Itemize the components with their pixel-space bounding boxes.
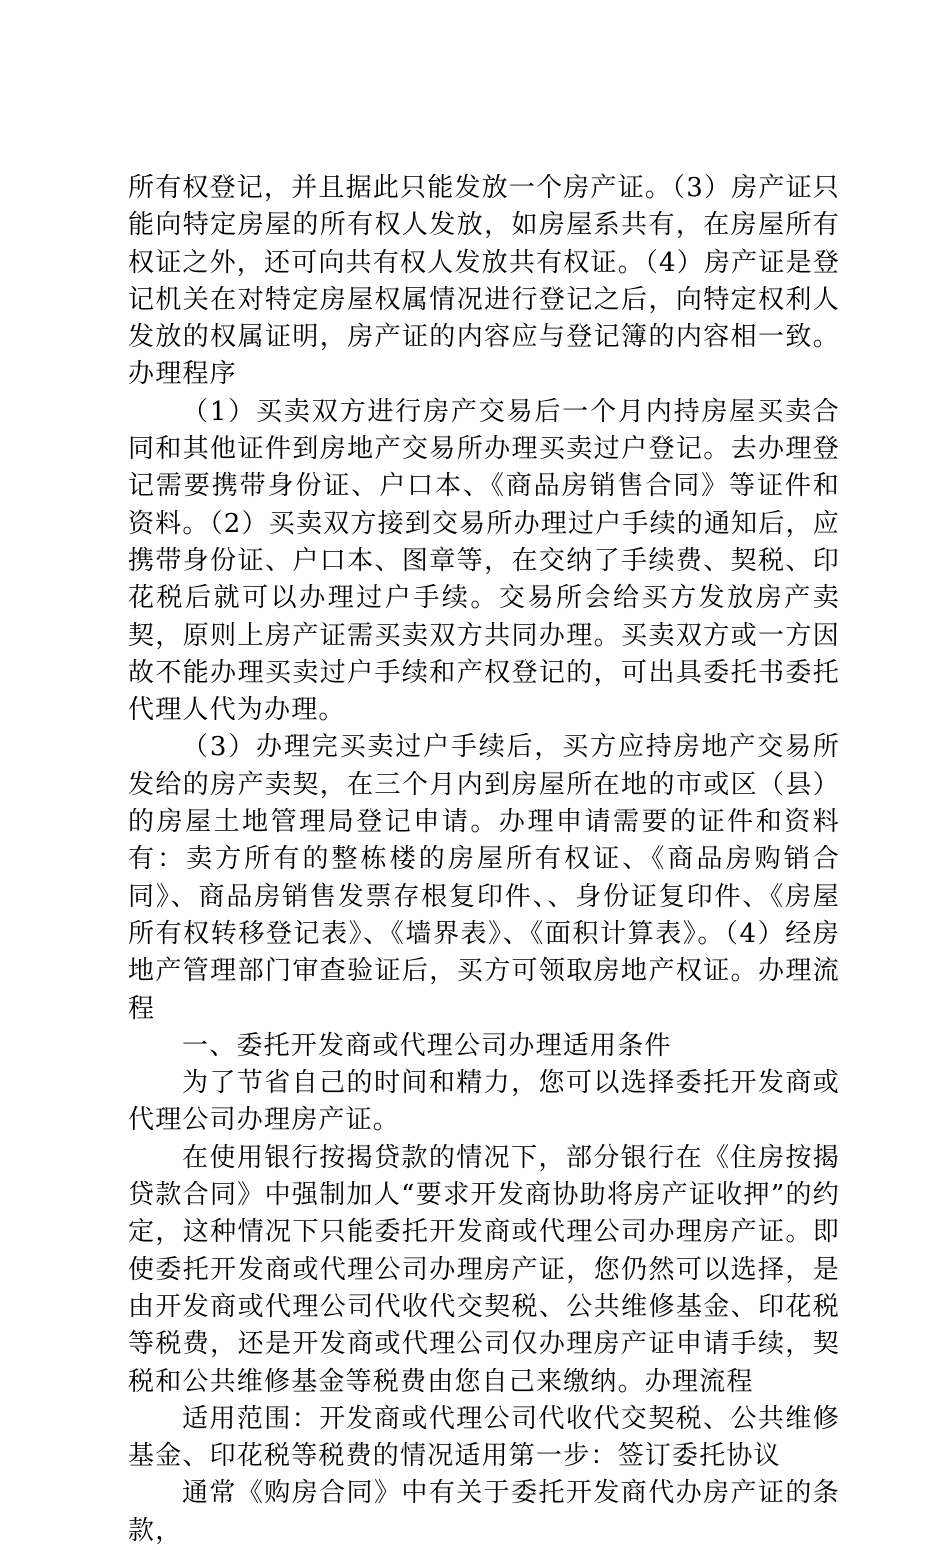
paragraph-mortgage-loan: 在使用银行按揭贷款的情况下，部分银行在《住房按揭贷款合同》中强制加人“要求开发商协助将房产证收押”的约定，这种情况下只能委托开发商或代理公司办理房产证。即使委托开发商或代理公司办理房产证，您仍然可以选择，是由开发商或代理公司代收代交契税、公共维修基金、印花税等税费，还是开发商或代理公司仅办理房产证申请手续，契税和公共维修基金等税费由您自己来缴纳。办理流程: [128, 1142, 840, 1397]
paragraph-step-3-4: （3）办理完买卖过户手续后，买方应持房地产交易所发给的房产卖契，在三个月内到房屋所在地的市或区（县）的房屋土地管理局登记申请。办理申请需要的证件和资料有：卖方所有的整栋楼的房屋所有权证、《商品房购销合同》、商品房销售发票存根复印件、、身份证复印件、《房屋所有权转移登记表》、《墙界表》、《面积计算表》。（4）经房地产管理部门审查验证后，买方可领取房地产权证。办理流程: [128, 732, 840, 1024]
paragraph-purchase-contract: 通常《购房合同》中有关于委托开发商代办房产证的条款，: [128, 1478, 840, 1546]
paragraph-ownership-registration: 所有权登记，并且据此只能发放一个房产证。（3）房产证只能向特定房屋的所有权人发放，如房屋系共有，在房屋所有权证之外，还可向共有权人发放共有权证。（4）房产证是登记机关在对特定房屋权属情况进行登记之后，向特定权利人发放的权属证明，房产证的内容应与登记簿的内容相一致。办理程序: [128, 173, 840, 390]
document-body: [128, 170, 840, 1550]
section-heading-entrust-developer: 一、委托开发商或代理公司办理适用条件: [182, 1030, 672, 1061]
paragraph-save-time: 为了节省自己的时间和精力，您可以选择委托开发商或代理公司办理房产证。: [128, 1068, 840, 1136]
paragraph-scope: 适用范围：开发商或代理公司代收代交契税、公共维修基金、印花税等税费的情况适用第一步：签订委托协议: [128, 1403, 840, 1472]
paragraph-step-1-2: （1）买卖双方进行房产交易后一个月内持房屋买卖合同和其他证件到房地产交易所办理买卖过户登记。去办理登记需要携带身份证、户口本、《商品房销售合同》等证件和资料。（2）买卖双方接到交易所办理过户手续的通知后，应携带身份证、户口本、图章等，在交纳了手续费、契税、印花税后就可以办理过户手续。交易所会给买方发放房产卖契，原则上房产证需买卖双方共同办理。买卖双方或一方因故不能办理买卖过户手续和产权登记的，可出具委托书委托代理人代为办理。: [128, 396, 840, 726]
